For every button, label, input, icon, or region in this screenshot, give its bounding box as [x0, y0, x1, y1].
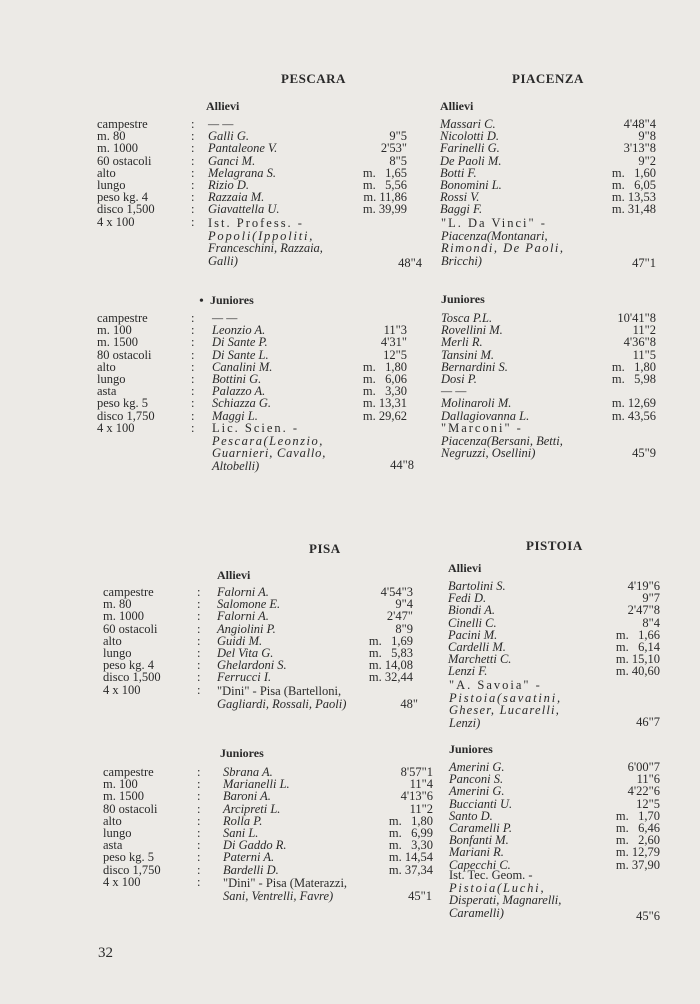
result-value: m. 6,99	[388, 826, 433, 840]
team-line: Bricchi)	[441, 253, 482, 268]
separator-colon: :	[191, 372, 195, 386]
bullet-mark: •	[199, 294, 204, 309]
city-title-pistoia: PISTOIA	[526, 538, 583, 553]
athlete-name: Bottini G.	[212, 372, 262, 386]
event-label: lungo	[103, 826, 132, 840]
result-value: m. 5,98	[611, 372, 656, 386]
category-juniores-pescara: Juniores	[210, 293, 254, 307]
category-juniores-pistoia: Juniores	[449, 742, 493, 756]
result-value: 4'19"6	[627, 579, 660, 593]
event-label: asta	[97, 384, 117, 399]
separator-colon: :	[197, 646, 201, 660]
event-label: 80 ostacoli	[97, 347, 152, 362]
athlete-name: Ferrucci I.	[217, 670, 272, 685]
team-result: 47"1	[632, 256, 656, 270]
team-line: Pescara(Leonzio,	[212, 433, 324, 448]
athlete-name: Del Vita G.	[217, 646, 274, 660]
result-value: m. 3,30	[362, 384, 407, 399]
result-value: 11"5	[632, 347, 656, 362]
athlete-name: Lenzi F.	[448, 664, 488, 679]
separator-colon: :	[197, 765, 201, 779]
result-value: m. 40,60	[615, 664, 660, 679]
separator-colon: :	[191, 347, 195, 362]
athlete-name: Schiazza G.	[212, 396, 272, 411]
city-title-pescara: PESCARA	[281, 71, 346, 86]
team-line: Piacenza(Montanari,	[441, 228, 548, 243]
result-value: m. 43,56	[611, 408, 656, 423]
piacenza-allievi-table	[440, 118, 656, 218]
athlete-name: Panconi S.	[449, 772, 504, 787]
separator-colon: :	[191, 202, 195, 217]
result-value: 3'13"8	[623, 141, 656, 156]
result-value: m. 14,08	[368, 658, 413, 673]
event-label: 4 x 100	[97, 214, 135, 229]
event-label: 4 x 100	[103, 682, 141, 697]
pescara-allievi-relay-team	[208, 217, 398, 267]
result-value: m. 14,54	[388, 850, 433, 865]
result-value: 8"4	[642, 615, 660, 630]
athlete-name: Rizio D.	[208, 178, 249, 192]
event-label: m. 1500	[97, 335, 138, 350]
result-value: 4'48"4	[623, 117, 656, 131]
team-line: Caramelli)	[449, 905, 504, 920]
team-line: Disperati, Magnarelli,	[449, 893, 562, 908]
separator-colon: :	[191, 396, 195, 411]
separator-colon: :	[191, 190, 195, 205]
athlete-name: Rovellini M.	[441, 323, 503, 338]
result-value: m. 12,69	[611, 396, 656, 411]
athlete-name: Di Gaddo R.	[223, 838, 287, 853]
separator-colon: :	[197, 862, 201, 877]
event-label: campestre	[97, 311, 148, 325]
team-line: Lenzi)	[449, 715, 481, 730]
category-allievi-pistoia: Allievi	[448, 561, 482, 575]
category-allievi-pisa: Allievi	[217, 568, 251, 582]
athlete-name: Merli R.	[441, 335, 483, 350]
athlete-name: Baggi F.	[440, 202, 483, 217]
category-juniores-pisa: Juniores	[220, 746, 264, 760]
category-juniores-piacenza: Juniores	[441, 292, 485, 306]
athlete-name: Guidi M.	[217, 633, 263, 648]
pisa-allievi-relay-team	[217, 685, 377, 710]
athlete-name: De Paoli M.	[440, 153, 502, 168]
athlete-name: Melagrana S.	[208, 165, 277, 180]
result-value: m. 32,44	[368, 670, 413, 685]
event-label: campestre	[97, 117, 148, 131]
team-line: Pistoia(savatini,	[449, 690, 562, 705]
athlete-name: Fedi D.	[448, 591, 487, 606]
event-label: campestre	[103, 765, 154, 779]
separator-colon: :	[191, 420, 195, 435]
separator-colon: :	[197, 621, 201, 636]
team-result: 46"7	[636, 715, 660, 729]
event-label: lungo	[103, 646, 132, 660]
athlete-name: Falorni A.	[217, 609, 269, 624]
separator-colon: :	[191, 335, 195, 350]
city-title-piacenza: PIACENZA	[512, 71, 584, 86]
separator-colon: :	[191, 359, 195, 374]
result-value: 2'47"8	[627, 603, 660, 618]
result-value: 4'22"6	[627, 784, 660, 799]
separator-colon: :	[197, 850, 201, 865]
athlete-name: — —	[441, 384, 467, 399]
athlete-name: Santo D.	[449, 808, 493, 823]
team-line: Galli)	[208, 253, 238, 268]
team-line: Gagliardi, Rossali, Paoli)	[217, 696, 347, 711]
result-value: m. 11,86	[363, 190, 407, 205]
event-label: peso kg. 5	[97, 396, 149, 411]
event-label: peso kg. 4	[97, 190, 149, 205]
team-result: 48"	[400, 697, 418, 711]
athlete-name: Bernardini S.	[441, 359, 508, 374]
event-label: 60 ostacoli	[97, 153, 152, 168]
athlete-name: Falorni A.	[217, 585, 269, 599]
team-line: Negruzzi, Osellini)	[441, 446, 536, 461]
team-result: 44"8	[390, 458, 414, 472]
separator-colon: :	[197, 670, 201, 685]
result-value: m. 15,10	[615, 652, 660, 667]
result-value: m. 39,99	[362, 202, 407, 217]
athlete-name: Sbrana A.	[223, 765, 273, 779]
category-allievi-piacenza: Allievi	[440, 99, 474, 113]
separator-colon: :	[197, 585, 201, 599]
event-label: disco 1,750	[97, 408, 155, 423]
athlete-name: Buccianti U.	[449, 796, 513, 811]
separator-colon: :	[197, 813, 201, 828]
result-value: m. 1,70	[615, 808, 660, 823]
result-value: 11"2	[632, 323, 656, 338]
event-label: m. 80	[103, 597, 132, 612]
athlete-name: Giavattella U.	[208, 202, 280, 217]
result-value: m. 31,48	[611, 202, 656, 217]
athlete-name: Ghelardoni S.	[217, 658, 287, 673]
page-number: 32	[98, 945, 113, 961]
athlete-name: Dosi P.	[441, 372, 477, 386]
team-line: Franceschini, Razzaia,	[208, 241, 323, 256]
event-label: 80 ostacoli	[103, 801, 158, 816]
athlete-name: Tosca P.L.	[441, 311, 493, 325]
result-value: 2'53"	[380, 141, 407, 156]
athlete-name: Pantaleone V.	[208, 141, 278, 156]
result-value: m. 29,62	[362, 408, 407, 423]
city-title-pisa: PISA	[309, 541, 341, 556]
athlete-name: Capecchi C.	[449, 857, 511, 872]
athlete-name: Sani L.	[223, 826, 259, 840]
athlete-name: Di Sante L.	[212, 347, 269, 362]
result-value: m. 1,69	[368, 633, 413, 648]
event-label: m. 1500	[103, 789, 144, 804]
result-value: 4'13"6	[400, 789, 433, 804]
team-line: Sani, Ventrelli, Favre)	[223, 888, 334, 903]
athlete-name: Mariani R.	[449, 845, 504, 860]
result-value: m. 1,66	[615, 627, 660, 642]
separator-colon: :	[191, 129, 195, 144]
separator-colon: :	[197, 826, 201, 840]
pistoia-juniores-table	[448, 761, 660, 876]
athlete-name: Ganci M.	[208, 153, 256, 168]
athlete-name: Bonomini L.	[440, 178, 502, 192]
separator-colon: :	[197, 838, 201, 853]
team-line: "A. Savoia" -	[449, 678, 542, 692]
event-label: campestre	[103, 585, 154, 599]
team-line: "Marconi" -	[441, 421, 523, 435]
team-line: "Dini" - Pisa (Bartelloni,	[217, 684, 342, 698]
athlete-name: Biondi A.	[448, 603, 495, 618]
result-value: 12"5	[636, 796, 660, 811]
separator-colon: :	[197, 658, 201, 673]
athlete-name: Salomone E.	[217, 597, 281, 612]
athlete-name: — —	[212, 311, 238, 325]
team-result: 48"4	[398, 256, 422, 270]
result-value: m. 13,53	[611, 190, 656, 205]
result-value: m. 1,60	[611, 165, 656, 180]
separator-colon: :	[197, 777, 201, 792]
result-value: 9"7	[642, 591, 660, 606]
event-label: disco 1,500	[97, 202, 155, 217]
result-value: 8"9	[395, 621, 413, 636]
category-allievi-pescara: Allievi	[206, 99, 240, 113]
athlete-name: Cardelli M.	[448, 640, 506, 654]
piacenza-juniores-table	[440, 312, 656, 427]
result-value: 10'41"8	[617, 311, 656, 325]
separator-colon: :	[191, 141, 195, 156]
result-value: 9"5	[389, 129, 407, 144]
result-value: 2'47"	[386, 609, 413, 624]
separator-colon: :	[191, 311, 195, 325]
event-label: asta	[103, 838, 123, 853]
event-label: m. 80	[97, 129, 126, 144]
event-label: m. 1000	[103, 609, 144, 624]
athlete-name: Marianelli L.	[223, 777, 290, 792]
athlete-name: Tansini M.	[441, 347, 495, 362]
separator-colon: :	[191, 117, 195, 131]
separator-colon: :	[191, 323, 195, 338]
event-label: peso kg. 5	[103, 850, 155, 865]
event-label: lungo	[97, 372, 126, 386]
result-value: m. 6,05	[611, 178, 656, 192]
athlete-name: Massari C.	[440, 117, 496, 131]
athlete-name: Bartolini S.	[448, 579, 506, 593]
athlete-name: Bonfanti M.	[449, 833, 509, 848]
result-value: 4'36"8	[623, 335, 656, 350]
event-label: disco 1,750	[103, 862, 161, 877]
athlete-name: Arcipreti L.	[223, 801, 281, 816]
team-line: Lic. Scien. -	[212, 421, 300, 435]
result-value: 11"3	[383, 323, 407, 338]
athlete-name: Angiolini P.	[217, 621, 276, 636]
result-value: m. 6,46	[615, 821, 660, 835]
separator-colon: :	[197, 597, 201, 612]
athlete-name: Di Sante P.	[212, 335, 268, 350]
event-label: 4 x 100	[97, 420, 135, 435]
athlete-name: Dallagiovanna L.	[441, 408, 530, 423]
separator-colon: :	[191, 384, 195, 399]
separator-colon: :	[191, 408, 195, 423]
separator-colon: :	[191, 178, 195, 192]
athlete-name: Maggi L.	[212, 408, 258, 423]
result-value: m. 13,31	[362, 396, 407, 411]
result-value: m. 6,06	[362, 372, 407, 386]
result-value: m. 5,56	[362, 178, 407, 192]
result-value: 9"2	[638, 153, 656, 168]
team-line: Popoli(Ippoliti,	[208, 228, 315, 243]
event-label: 60 ostacoli	[103, 621, 158, 636]
athlete-name: Caramelli P.	[449, 821, 512, 835]
athlete-name: Cinelli C.	[448, 615, 497, 630]
pisa-juniores-table	[103, 766, 433, 891]
piacenza-juniores-relay-team	[441, 422, 641, 460]
result-value: m. 12,79	[615, 845, 660, 860]
athlete-name: Paterni A.	[223, 850, 275, 865]
event-label: alto	[97, 165, 116, 180]
result-value: 8"5	[389, 153, 407, 168]
athlete-name: Farinelli G.	[440, 141, 500, 156]
event-label: alto	[103, 813, 122, 828]
athlete-name: Amerini G.	[449, 784, 505, 799]
athlete-name: Pacini M.	[448, 627, 498, 642]
event-label: disco 1,500	[103, 670, 161, 685]
result-value: 9"8	[638, 129, 656, 144]
event-label: peso kg. 4	[103, 658, 155, 673]
team-line: Pistoia(Luchi,	[449, 880, 546, 895]
result-value: m. 5,83	[368, 646, 413, 660]
team-line: Ist. Profess. -	[208, 216, 304, 230]
team-line: Gheser, Lucarelli,	[449, 703, 561, 718]
event-label: m. 100	[97, 323, 132, 338]
team-result: 45"1	[408, 889, 432, 903]
piacenza-allievi-relay-team	[441, 217, 641, 267]
athlete-name: Marchetti C.	[448, 652, 512, 667]
athlete-name: Molinaroli M.	[441, 396, 512, 411]
result-value: 11"4	[409, 777, 433, 792]
event-label: 4 x 100	[103, 874, 141, 889]
result-value: m. 37,90	[615, 857, 660, 872]
separator-colon: :	[197, 609, 201, 624]
event-label: lungo	[97, 178, 126, 192]
athlete-name: Rossi V.	[440, 190, 480, 205]
separator-colon: :	[191, 165, 195, 180]
separator-colon: :	[197, 801, 201, 816]
separator-colon: :	[191, 214, 195, 229]
separator-colon: :	[197, 682, 201, 697]
team-line: Guarnieri, Cavallo,	[212, 446, 327, 461]
team-result: 45"9	[632, 446, 656, 460]
event-label: alto	[103, 633, 122, 648]
athlete-name: — —	[208, 117, 234, 131]
separator-colon: :	[197, 633, 201, 648]
result-value: 9"4	[395, 597, 413, 612]
athlete-name: Razzaia M.	[208, 190, 265, 205]
result-value: m. 1,80	[611, 359, 656, 374]
result-value: 11"6	[636, 772, 660, 787]
result-value: 6'00"7	[627, 760, 660, 774]
team-line: "Dini" - Pisa (Materazzi,	[223, 876, 348, 890]
athlete-name: Canalini M.	[212, 359, 273, 374]
team-line: Altobelli)	[212, 458, 260, 473]
separator-colon: :	[191, 153, 195, 168]
result-value: 12"5	[383, 347, 407, 362]
team-line: Rimondi, De Paoli,	[441, 241, 565, 256]
result-value: m. 37,34	[388, 862, 433, 877]
pisa-juniores-relay-team	[223, 877, 393, 902]
team-line: Piacenza(Bersani, Betti,	[441, 433, 563, 448]
event-label: m. 1000	[97, 141, 138, 156]
athlete-name: Leonzio A.	[212, 323, 266, 338]
event-label: m. 100	[103, 777, 138, 792]
result-value: m. 1,80	[388, 813, 433, 828]
result-value: 4'31"	[380, 335, 407, 350]
result-value: 11"2	[409, 801, 433, 816]
athlete-name: Bardelli D.	[223, 862, 279, 877]
team-line: Ist. Tec. Geom. -	[449, 868, 533, 882]
pistoia-allievi-table	[448, 580, 660, 680]
result-value: m. 2,60	[615, 833, 660, 848]
athlete-name: Rolla P.	[223, 813, 263, 828]
team-line: "L. Da Vinci" -	[441, 216, 547, 230]
athlete-name: Nicolotti D.	[440, 129, 500, 144]
pescara-juniores-table	[97, 312, 407, 437]
athlete-name: Galli G.	[208, 129, 249, 144]
result-value: 4'54"3	[380, 585, 413, 599]
result-value: 8'57"1	[400, 765, 433, 779]
athlete-name: Baroni A.	[223, 789, 271, 804]
result-value: m. 1,65	[362, 165, 407, 180]
separator-colon: :	[197, 789, 201, 804]
athlete-name: Botti F.	[440, 165, 477, 180]
team-result: 45"6	[636, 909, 660, 923]
athlete-name: Palazzo A.	[212, 384, 266, 399]
separator-colon: :	[197, 874, 201, 889]
athlete-name: Amerini G.	[449, 760, 505, 774]
result-value: m. 6,14	[615, 640, 660, 654]
event-label: alto	[97, 359, 116, 374]
result-value: m. 1,80	[362, 359, 407, 374]
result-value: m. 3,30	[388, 838, 433, 853]
